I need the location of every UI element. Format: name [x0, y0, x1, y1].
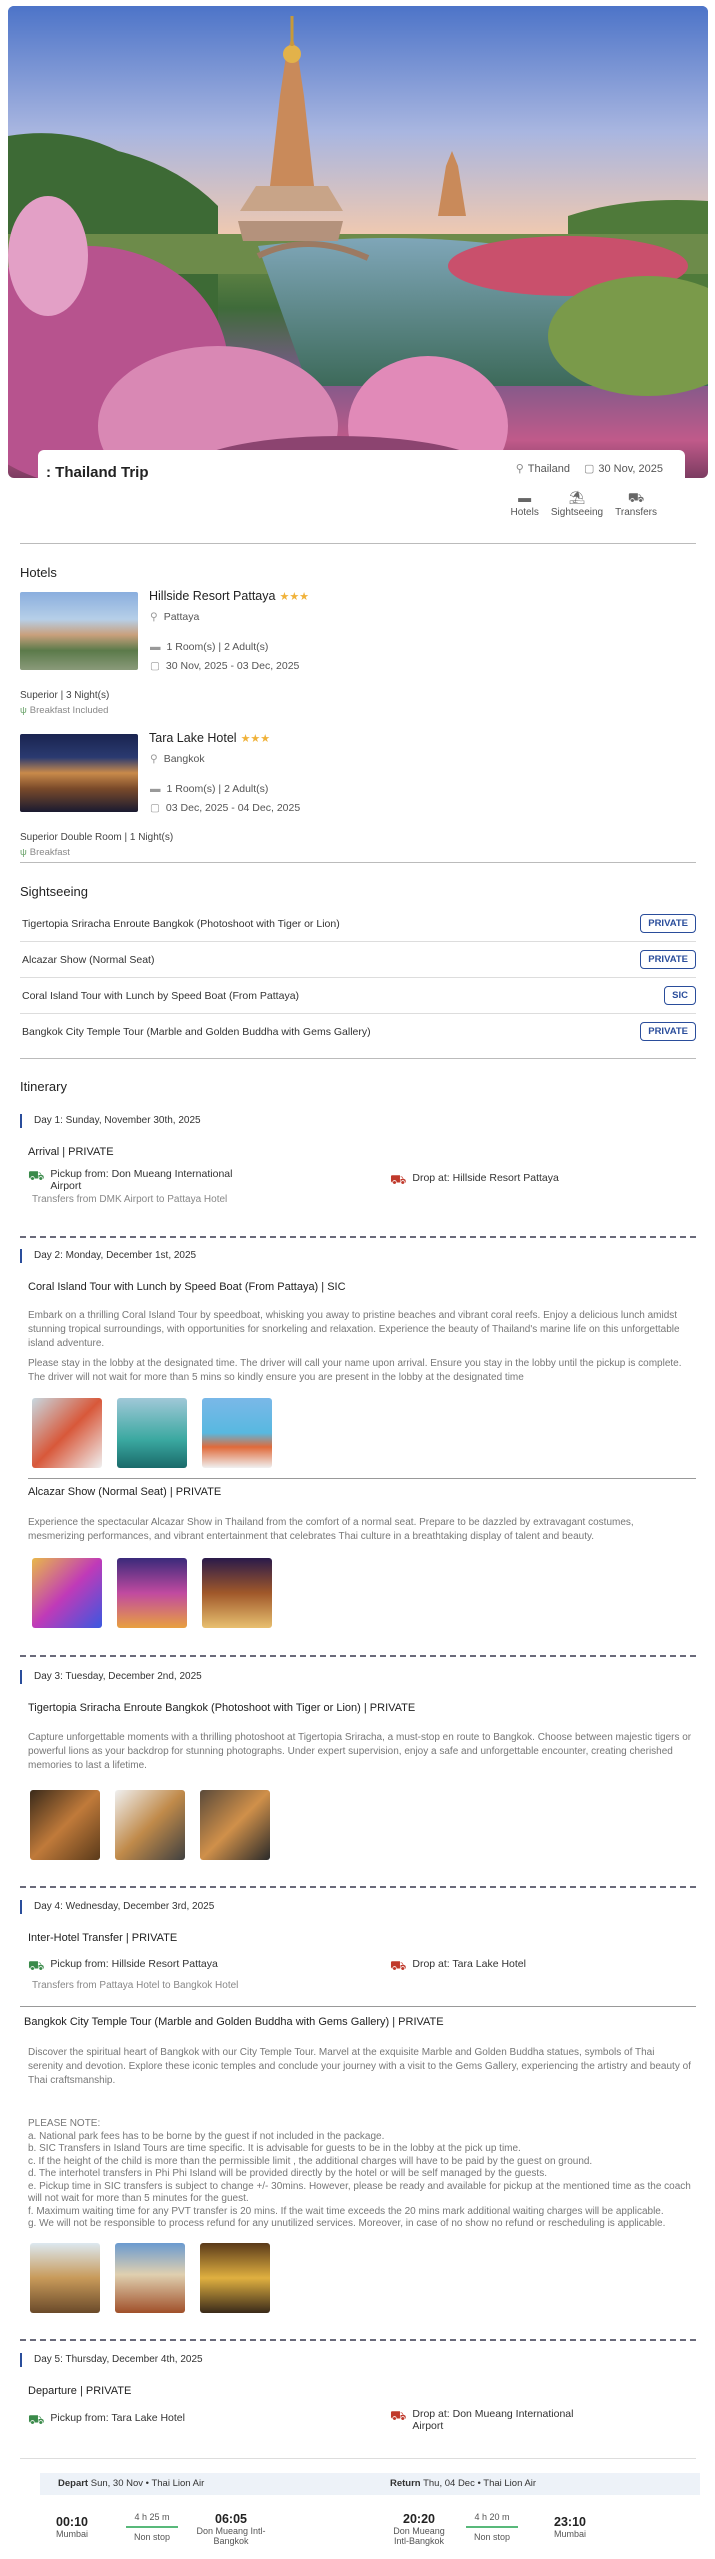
- trip-meta: [516, 462, 663, 475]
- activity-photo: [30, 1790, 100, 1860]
- mode-transfers[interactable]: ⛟ Transfers: [615, 490, 657, 518]
- day-header: Day 5: Thursday, December 4th, 2025: [20, 2353, 203, 2367]
- activity-photo: [202, 1398, 272, 1468]
- activity-description: Experience the spectacular Alcazar Show in Thailand from the comfort of a normal seat. Prepare to be dazzled by extravagant costumes, mesmerizing performances, and vibrant entertainment that celebrates Thai culture in a breathtaking display of talent and beauty.: [28, 1517, 634, 1542]
- day-header: Day 3: Tuesday, December 2nd, 2025: [20, 1670, 202, 1684]
- depart-info: Depart Sun, 30 Nov • Thai Lion Air: [58, 2478, 205, 2489]
- flight-duration: 4 h 25 m Non stop: [124, 2512, 180, 2542]
- sightseeing-row[interactable]: Tigertopia Sriracha Enroute Bangkok (Photoshoot with Tiger or Lion) PRIVATE: [20, 906, 696, 942]
- pickup-info: ⛟ Pickup from: Don Mueang International Airport: [28, 1168, 233, 1192]
- flight-departure: 20:20 Don Mueang Intl-Bangkok: [393, 2512, 445, 2546]
- flight-line: [126, 2526, 178, 2528]
- sightseeing-heading: Sightseeing: [20, 884, 88, 899]
- activity-photo: [30, 2243, 100, 2313]
- hotel-dates: ▢ 30 Nov, 2025 - 03 Dec, 2025: [150, 660, 300, 672]
- flight-departure: 00:10 Mumbai: [55, 2515, 88, 2539]
- meal-icon: ψ: [20, 847, 27, 857]
- trip-summary-card: [38, 450, 685, 530]
- type-badge: PRIVATE: [640, 914, 696, 933]
- car-icon: ⛟: [390, 1172, 407, 1187]
- hotel-location: ⚲ Pattaya: [150, 611, 200, 623]
- day-header: Day 1: Sunday, November 30th, 2025: [20, 1114, 201, 1128]
- day-divider: [20, 2339, 696, 2341]
- activity-photo: [115, 1790, 185, 1860]
- bed-icon: ▬: [150, 641, 161, 653]
- hero-image: [8, 6, 708, 478]
- hotel-photo: [20, 734, 138, 812]
- activity-photo: [117, 1398, 187, 1468]
- activity-photo: [200, 1790, 270, 1860]
- drop-info: ⛟ Drop at: Tara Lake Hotel: [390, 1958, 526, 1976]
- activity-instructions: Please stay in the lobby at the designated time. The driver will call your name upon arrival. Ensure you stay in the lobby until the pickup is complete. The driver will not wait for more than 5 mins so kindly ensure you are present in the lobby at the designated time: [28, 1358, 682, 1383]
- calendar-icon: ▢: [150, 802, 160, 814]
- hotel-photo: [20, 592, 138, 670]
- itinerary-heading: Itinerary: [20, 1079, 67, 1094]
- activity-title: Departure | PRIVATE: [28, 2385, 132, 2397]
- activity-photo: [200, 2243, 270, 2313]
- activity-title: Arrival | PRIVATE: [28, 1146, 114, 1158]
- hotels-heading: Hotels: [20, 565, 57, 580]
- activity-photo: [117, 1558, 187, 1628]
- activity-photo: [32, 1398, 102, 1468]
- star-rating: ★★★: [240, 733, 271, 745]
- transfer-note: Transfers from DMK Airport to Pattaya Hotel: [32, 1194, 228, 1205]
- type-badge: PRIVATE: [640, 1022, 696, 1041]
- meal-plan: ψ Breakfast Included: [20, 705, 109, 716]
- day-divider: [20, 1886, 696, 1888]
- activity-title: Alcazar Show (Normal Seat) | PRIVATE: [28, 1486, 222, 1498]
- drop-info: ⛟ Drop at: Don Mueang International Airport: [390, 2408, 574, 2432]
- location-pin-icon: ⚲: [150, 753, 158, 765]
- car-icon: ⛟: [390, 2408, 407, 2423]
- hotel-name[interactable]: Hillside Resort Pattaya ★★★: [149, 589, 310, 603]
- sightseeing-row[interactable]: Bangkok City Temple Tour (Marble and Golden Buddha with Gems Gallery) PRIVATE: [20, 1014, 696, 1050]
- trip-title: : Thailand Trip: [46, 464, 149, 481]
- room-type: Superior | 3 Night(s): [20, 690, 110, 701]
- divider: [20, 1058, 696, 1059]
- activity-description: Capture unforgettable moments with a thrilling photoshoot at Tigertopia Sriracha, a must-stop en route to Bangkok. Choose between majestic tigers or powerful lions as your backdrop for stunning photographs. Under expert supervision, enjoy a safe and unforgettable encounter, creating cherished memories to last a lifetime.: [28, 1732, 692, 1771]
- room-type: Superior Double Room | 1 Night(s): [20, 832, 174, 843]
- car-icon: ⛟: [390, 1958, 407, 1973]
- star-rating: ★★★: [279, 591, 310, 603]
- drop-info: ⛟ Drop at: Hillside Resort Pattaya: [390, 1172, 559, 1190]
- divider: [20, 2458, 696, 2459]
- divider: [20, 862, 696, 863]
- activity-photo: [202, 1558, 272, 1628]
- hotel-location: ⚲ Bangkok: [150, 753, 205, 765]
- hotel-rooms: ▬ 1 Room(s) | 2 Adult(s): [150, 783, 269, 795]
- flight-arrival: 23:10 Mumbai: [553, 2515, 586, 2539]
- type-badge: SIC: [664, 986, 696, 1005]
- flight-line: [466, 2526, 518, 2528]
- activity-title: Coral Island Tour with Lunch by Speed Boat (From Pattaya) | SIC: [28, 1281, 346, 1293]
- sightseeing-row[interactable]: Coral Island Tour with Lunch by Speed Boat (From Pattaya) SIC: [20, 978, 696, 1014]
- trip-date: ▢ 30 Nov, 2025: [583, 463, 663, 475]
- calendar-icon: ▢: [150, 660, 160, 672]
- location-pin-icon: ⚲: [515, 463, 524, 475]
- divider: [20, 543, 696, 544]
- hotel-name[interactable]: Tara Lake Hotel ★★★: [149, 731, 271, 745]
- activity-photo: [115, 2243, 185, 2313]
- bed-icon: ▬: [150, 783, 161, 795]
- pickup-info: ⛟ Pickup from: Tara Lake Hotel: [28, 2412, 185, 2430]
- important-notes: PLEASE NOTE: a. National park fees has to be borne by the guest if not included in the package. b. SIC Transfers in Island Tours are time specific. It is advisable for guests to be in the lobby at the pick up time. c. If the height of the child is more than the permissible limit , the additional charges will have to be paid by the guest on ground. d. The interhotel transfers in Phi Phi Island will be provided directly by the hotel or will be self managed by the guests. e. Pickup time in SIC transfers is subject to change +/- 30mins. However, please be ready and available for pickup at the mentioned time as the coach will not wait for more than 5 minutes for the guest. f. Maximum waiting time for any PVT transfer is 20 mins. If the wait time exceeds the 20 mins mark additional waiting charges will be applicable. g. We will not be responsible to process refund for any unutilized services. Moreover, in case of no show no refund or rescheduling is applicable.: [28, 2118, 691, 2229]
- activity-photo: [32, 1558, 102, 1628]
- bed-icon: ▬: [518, 490, 532, 505]
- type-badge: PRIVATE: [640, 950, 696, 969]
- activity-description: Embark on a thrilling Coral Island Tour by speedboat, whisking you away to pristine beaches and vibrant coral reefs. Enjoy a delicious lunch amidst stunning tropical surroundings, with opportunities for snorkeling and relaxation. Experience the beauty of Thailand's marine life on this unforgettable island adventure.: [28, 1310, 680, 1349]
- car-icon: ⛟: [28, 1168, 45, 1183]
- mode-hotels[interactable]: ▬ Hotels: [510, 490, 539, 518]
- activity-title: Inter-Hotel Transfer | PRIVATE: [28, 1932, 178, 1944]
- destination: ⚲ Thailand: [515, 463, 570, 475]
- mode-sightseeing[interactable]: ⛱ Sightseeing: [550, 490, 604, 518]
- calendar-icon: ▢: [583, 463, 595, 475]
- day-divider: [20, 1655, 696, 1657]
- location-pin-icon: ⚲: [150, 611, 158, 623]
- return-info: Return Thu, 04 Dec • Thai Lion Air: [390, 2478, 537, 2489]
- flight-arrival: 06:05 Don Mueang Intl-Bangkok: [196, 2512, 266, 2546]
- flight-duration: 4 h 20 m Non stop: [464, 2512, 520, 2542]
- car-icon: ⛟: [627, 490, 645, 505]
- sightseeing-row[interactable]: Alcazar Show (Normal Seat) PRIVATE: [20, 942, 696, 978]
- divider: [28, 1478, 696, 1479]
- day-header: Day 4: Wednesday, December 3rd, 2025: [20, 1900, 214, 1914]
- meal-icon: ψ: [20, 705, 27, 716]
- pickup-info: ⛟ Pickup from: Hillside Resort Pattaya: [28, 1958, 218, 1976]
- sightseeing-icon: ⛱: [568, 490, 586, 505]
- hotel-rooms: ▬ 1 Room(s) | 2 Adult(s): [150, 641, 269, 653]
- car-icon: ⛟: [28, 1958, 45, 1973]
- trip-modes: [511, 490, 658, 518]
- activity-description: Discover the spiritual heart of Bangkok with our City Temple Tour. Marvel at the exquisite Marble and Golden Buddha statues, symbols of Thai serenity and devotion. Explore these iconic temples and conclude your journey with a visit to the Gems Gallery, experiencing the artistry and beauty of Thai craftsmanship.: [28, 2047, 691, 2086]
- flight-summary-bar: [40, 2473, 700, 2495]
- day-header: Day 2: Monday, December 1st, 2025: [20, 1249, 196, 1263]
- hotel-dates: ▢ 03 Dec, 2025 - 04 Dec, 2025: [150, 802, 301, 814]
- car-icon: ⛟: [28, 2412, 45, 2427]
- activity-title: Bangkok City Temple Tour (Marble and Golden Buddha with Gems Gallery) | PRIVATE: [24, 2016, 444, 2028]
- divider: [20, 2006, 696, 2007]
- transfer-note: Transfers from Pattaya Hotel to Bangkok Hotel: [32, 1980, 239, 1991]
- activity-title: Tigertopia Sriracha Enroute Bangkok (Photoshoot with Tiger or Lion) | PRIVATE: [28, 1702, 416, 1714]
- day-divider: [20, 1236, 696, 1238]
- meal-plan: ψ Breakfast: [20, 847, 70, 857]
